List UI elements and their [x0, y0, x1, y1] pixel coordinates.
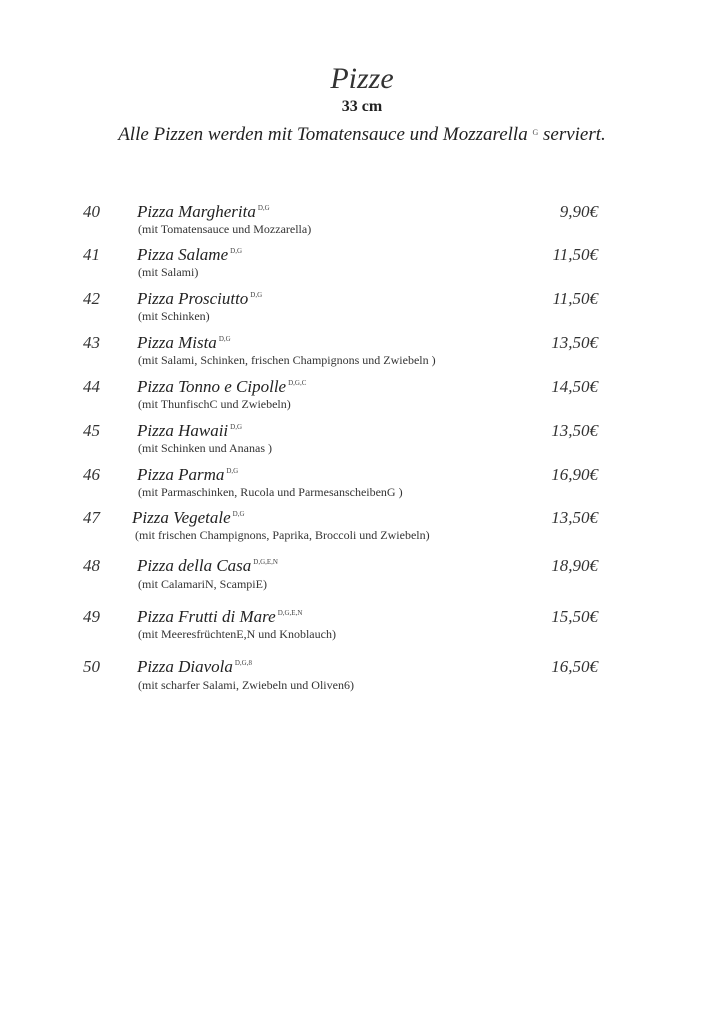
menu-item	[0, 289, 724, 333]
item-name-text: Pizza Salame	[137, 245, 229, 264]
item-description: (mit ThunfischC und Zwiebeln)	[138, 397, 291, 411]
item-number: 44	[83, 377, 100, 396]
menu-item	[0, 421, 724, 465]
menu-item	[0, 657, 724, 701]
item-name	[132, 508, 245, 528]
item-name	[137, 607, 302, 627]
intro-text: Alle Pizzen werden mit Tomatensauce und Mozzarella	[118, 124, 528, 145]
item-name	[137, 556, 278, 576]
item-allergens: D,G	[250, 291, 263, 299]
item-name	[137, 421, 242, 441]
item-number: 46	[83, 465, 100, 484]
item-description: (mit Schinken)	[138, 309, 210, 323]
item-name-text: Pizza Frutti di Mare	[137, 607, 276, 626]
item-allergens: D,G	[257, 204, 270, 212]
item-number: 40	[83, 202, 100, 221]
item-price: 11,50€	[552, 245, 598, 264]
item-name-text: Pizza Mista	[137, 333, 217, 352]
item-number: 50	[83, 657, 100, 676]
menu-item	[0, 333, 724, 377]
item-price: 9,90€	[559, 202, 598, 221]
item-price: 14,50€	[551, 377, 598, 396]
item-name	[137, 202, 270, 222]
item-allergens: D,G	[230, 423, 243, 431]
item-name-text: Pizza Margherita	[137, 202, 256, 221]
menu-item	[0, 465, 724, 509]
menu-item	[0, 556, 724, 600]
item-name-text: Pizza Prosciutto	[137, 289, 249, 308]
item-name	[137, 377, 306, 397]
item-number: 49	[83, 607, 100, 626]
item-name	[137, 245, 242, 265]
item-description: (mit frischen Champignons, Paprika, Broccoli und Zwiebeln)	[135, 528, 430, 542]
item-allergens: D,G	[218, 335, 231, 343]
item-allergens: D,G,E,N	[277, 609, 303, 617]
item-name-text: Pizza della Casa	[137, 556, 252, 575]
item-price: 15,50€	[551, 607, 598, 626]
item-name-text: Pizza Hawaii	[137, 421, 229, 440]
item-name-text: Pizza Tonno e Cipolle	[137, 377, 287, 396]
item-allergens: D,G,C	[288, 379, 307, 387]
item-name	[137, 289, 262, 309]
item-name-text: Pizza Parma	[137, 465, 225, 484]
item-price: 16,90€	[551, 465, 598, 484]
intro-allergen: G	[532, 128, 539, 137]
item-price: 18,90€	[551, 556, 598, 575]
menu-item	[0, 607, 724, 651]
item-number: 48	[83, 556, 100, 575]
item-description: (mit Schinken und Ananas )	[138, 441, 272, 455]
item-number: 41	[83, 245, 100, 264]
menu-item	[0, 508, 724, 552]
item-price: 13,50€	[551, 421, 598, 440]
item-allergens: D,G	[230, 247, 243, 255]
item-number: 45	[83, 421, 100, 440]
menu-item	[0, 245, 724, 289]
item-allergens: D,G	[226, 467, 239, 475]
menu-intro	[0, 124, 724, 146]
item-price: 13,50€	[551, 333, 598, 352]
item-price: 11,50€	[552, 289, 598, 308]
item-price: 16,50€	[551, 657, 598, 676]
pizza-size: 33 cm	[341, 98, 383, 115]
item-price: 13,50€	[551, 508, 598, 527]
item-description: (mit Salami, Schinken, frischen Champignons und Zwiebeln )	[138, 353, 436, 367]
item-description: (mit Parmaschinken, Rucola und ParmesanscheibenG )	[138, 485, 403, 499]
intro-end: serviert.	[543, 124, 606, 145]
item-name-text: Pizza Diavola	[137, 657, 233, 676]
item-number: 47	[83, 508, 100, 527]
menu-title: Pizze	[330, 62, 394, 95]
item-number: 42	[83, 289, 100, 308]
item-allergens: D,G	[232, 510, 245, 518]
item-name	[137, 333, 231, 353]
item-name-text: Pizza Vegetale	[132, 508, 231, 527]
menu-item	[0, 202, 724, 246]
item-description: (mit Tomatensauce und Mozzarella)	[138, 222, 312, 236]
item-name	[137, 465, 238, 485]
item-description: (mit scharfer Salami, Zwiebeln und Oliven6)	[138, 678, 354, 692]
menu-item	[0, 377, 724, 421]
item-allergens: D,G,8	[234, 659, 252, 667]
item-description: (mit Salami)	[138, 265, 199, 279]
item-number: 43	[83, 333, 100, 352]
item-description: (mit MeeresfrüchtenE,N und Knoblauch)	[138, 627, 336, 641]
item-allergens: D,G,E,N	[253, 558, 278, 566]
item-name	[137, 657, 252, 677]
item-description: (mit CalamariN, ScampiE)	[138, 577, 267, 591]
